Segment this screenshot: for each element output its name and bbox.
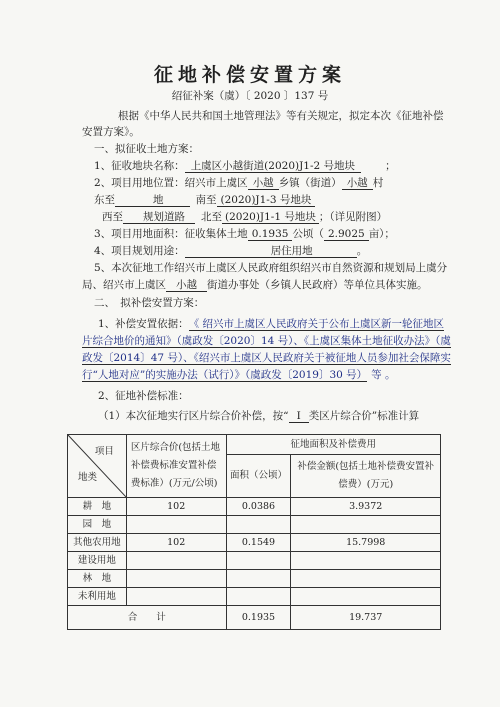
header-amount: 补偿金额(包括土地补偿费安置补偿费）(万元) (291, 455, 441, 498)
section-2-heading: 二、 拟补偿安置方案： (94, 297, 205, 309)
row-amount: 3.9372 (291, 498, 441, 516)
item-5-line-1: 5、本次征地工作绍兴市上虞区人民政府组织绍兴市自然资源和规划局上虞分 (94, 262, 448, 274)
table-row (68, 588, 441, 606)
item-5-prefix: 局、绍兴市上虞区 (82, 279, 166, 291)
item-1-label: 1、征收地块名称： (94, 160, 185, 172)
intro-line-1: 根据《中华人民共和国土地管理法》等有关规定，拟定本次《征地补偿 (118, 110, 444, 122)
row-land-type: 林 地 (68, 570, 127, 588)
compensation-table (67, 434, 441, 630)
item-2-village-suffix: 村 (372, 177, 384, 189)
row-price (126, 588, 226, 606)
header-area: 面积（公顷） (226, 455, 291, 498)
north-value: (2020)J1-1 号地块 (222, 212, 319, 224)
document-number: 绍征补案（虞）〔 2020 〕137 号 (171, 90, 329, 102)
row-price: 102 (126, 534, 226, 552)
table-row (68, 516, 441, 534)
basis-docs-3: 政发〔2014〕47 号）、《绍兴市上虞区人民政府关于被征地人员参加社会保障实 (82, 352, 451, 364)
row-land-type: 园 地 (68, 516, 127, 534)
total-amount: 19.737 (291, 606, 441, 630)
item-4-value: 居住用地 (185, 246, 357, 258)
item-2-village: 小越 (342, 178, 373, 190)
item-2-label: 2、项目用地位置：绍兴市上虞区 (94, 177, 248, 189)
standard-line-1 (98, 410, 419, 423)
boundary-suffix: ；（详见附图） (318, 211, 388, 223)
basis-end: 等 。 (371, 369, 396, 381)
item-1 (94, 160, 396, 173)
basis-line-4 (82, 369, 396, 382)
diag-header-landtype: 地类 (78, 472, 98, 483)
item-2 (94, 177, 383, 190)
table-row (68, 498, 441, 516)
boundary-east-south (94, 194, 315, 207)
item-3-mid: 公顷（ (292, 228, 324, 240)
row-area: 0.1549 (226, 534, 291, 552)
west-value: 规划道路 (123, 212, 195, 224)
west-label: 西至 (102, 211, 123, 223)
table-row (68, 534, 441, 552)
item-1-value: 上虞区小越街道(2020)J1-2 号地块 (185, 161, 361, 173)
south-value: (2020)J1-3 号地块 (217, 195, 316, 207)
total-label: 合 计 (68, 606, 227, 630)
row-amount (291, 516, 441, 534)
item-3-area-mu: 2.9025 (324, 229, 369, 241)
row-amount (291, 552, 441, 570)
row-price (126, 516, 226, 534)
basis-docs-2: 片综合地价的通知》（虞政发〔2020〕14 号）、《上虞区集体土地征收办法》（虞 (82, 335, 451, 347)
standard-class: I (289, 411, 309, 423)
header-area-compensation: 征地面积及补偿费用 (226, 435, 440, 455)
standard-prefix: （1）本次征地实行区片综合价补偿，按“ (98, 410, 289, 422)
row-price: 102 (126, 498, 226, 516)
total-area: 0.1935 (226, 606, 291, 630)
standard-suffix: 类区片综合价”标准计算 (308, 410, 420, 422)
table-diagonal-header (68, 435, 127, 498)
row-area (226, 570, 291, 588)
item-5-line-2 (82, 279, 428, 292)
item-2-town-suffix: 乡镇（街道） (278, 177, 342, 189)
boundary-west-north (102, 211, 387, 224)
intro-line-2: 安置方案》。 (82, 126, 140, 138)
item-4 (94, 245, 367, 258)
row-land-type: 其他农用地 (68, 534, 127, 552)
header-zone-price: 区片综合价(包括土地补偿费标准安置补偿费标准）(万元/公顷) (126, 435, 226, 498)
item-1-suffix: ； (385, 160, 396, 172)
row-land-type: 未利用地 (68, 588, 127, 606)
item-5-suffix: 街道办事处（乡镇人民政府）等单位具体实施。 (207, 279, 428, 291)
east-label: 东至 (94, 194, 115, 206)
row-area: 0.0386 (226, 498, 291, 516)
basis-doc-1: 《 绍兴市上虞区人民政府关于公布上虞区新一轮征地区 (188, 318, 445, 330)
item-4-suffix: 。 (356, 245, 368, 257)
row-area (226, 588, 291, 606)
row-land-type: 耕 地 (68, 498, 127, 516)
east-value: 地 (115, 195, 190, 207)
basis-line-3 (82, 352, 451, 365)
basis-line-2 (82, 335, 451, 348)
item-4-label: 4、项目规划用途： (94, 245, 185, 257)
item-3 (94, 228, 395, 241)
south-label: 南至 (195, 194, 217, 206)
item-5-street: 小越 (166, 280, 207, 292)
row-amount (291, 588, 441, 606)
north-label: 北至 (201, 211, 222, 223)
row-amount: 15.7998 (291, 534, 441, 552)
item-3-label: 3、项目用地面积：征收集体土地 (94, 228, 248, 240)
table-row (68, 570, 441, 588)
item-3-area-hectares: 0.1935 (248, 229, 293, 241)
basis-docs-4: 行“人地对应”的实施办法（试行）》（虞政发〔2019〕30 号） (82, 369, 368, 381)
table-total-row (68, 606, 441, 630)
document-title: 征地补偿安置方案 (153, 64, 346, 86)
basis-line-1 (98, 318, 444, 331)
diag-header-item: 项目 (94, 446, 114, 457)
row-area (226, 516, 291, 534)
row-amount (291, 570, 441, 588)
table-row (68, 552, 441, 570)
item-3-suffix: 亩）； (368, 228, 395, 240)
basis-label: 1、补偿安置依据： (98, 318, 189, 330)
section-1-heading: 一、拟征收土地方案： (94, 143, 199, 155)
row-price (126, 570, 226, 588)
row-area (226, 552, 291, 570)
row-land-type: 建设用地 (68, 552, 127, 570)
standard-heading: 2、征地补偿标准： (98, 390, 189, 402)
row-price (126, 552, 226, 570)
item-2-town: 小越 (248, 178, 279, 190)
